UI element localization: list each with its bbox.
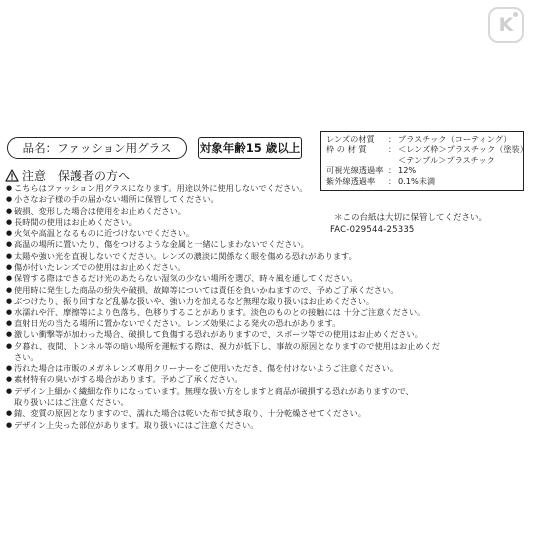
list-item: ● こちらはファッション用グラスになります。用途以外に使用しないでください。 — [6, 183, 526, 194]
caution-list-2 — [6, 318, 526, 431]
spec-label: レンズの材質 — [326, 134, 375, 144]
list-item: ● 小さなお子様の手の届かない場所に保管してください。 — [6, 194, 526, 205]
list-item: ● 長時間の使用はお止めください。 — [6, 217, 526, 228]
product-name-box — [7, 137, 187, 159]
spec-value: プラスチック（コーティング） — [398, 134, 512, 144]
list-item: ● 激しい衝撃等が加わった場合、破損して負傷する恐れがありますので、スポーツ等での使用はお止めください。 — [6, 329, 526, 340]
spec-label: 紫外線透過率 — [326, 175, 376, 186]
spec-colon: ： — [388, 144, 397, 155]
list-item: ● 錆、変質の原因となりますので、濡れた場合は乾いた布で拭き取り、十分乾燥させてください。 — [6, 408, 526, 419]
list-item: ● 水濡れや汗、摩擦等により色落ち、色移りすることがあります。淡色のものとの接触には 十分ご注意ください。 — [6, 307, 526, 318]
list-item: ● ぶつけたり、振り回すなど乱暴な扱いや、強い力を加えるなど無理な取り扱いはお止めください。 — [6, 296, 526, 307]
spec-label: 枠 の 材 質 — [326, 144, 367, 155]
spec-value: ＜テンプル＞プラスチック — [398, 154, 495, 165]
list-item: ● 素材特有の臭いがする場合があります。予めご了承ください。 — [6, 374, 526, 385]
list-item: ● 傷が付いたレンズでの使用はお止めください。 — [6, 262, 526, 273]
spec-label: 可視光線透過率 — [326, 165, 384, 176]
spec-value: 0.1%未満 — [398, 175, 436, 186]
badge-dot — [513, 12, 518, 17]
product-code: FAC-029544-25335 — [330, 225, 415, 235]
list-item: ● 保管する際はできるだけ光のあたらない湿気の少ない場所を選び、時々風を通してください。 — [6, 273, 526, 284]
spec-row-lens — [326, 134, 518, 144]
spec-row-visible — [326, 165, 518, 175]
spec-colon: ： — [388, 134, 397, 144]
list-item: ● 夕暮れ、夜間、トンネル等の暗い場所を運転する際は、視力が低下し、事故の原因となりますので使用はお止めくだ — [6, 341, 526, 352]
age-target-box — [198, 137, 302, 159]
spec-colon: ： — [388, 175, 397, 186]
spec-box — [320, 131, 528, 191]
storage-note: ＊この台紙は大切に保管してください。 — [334, 213, 488, 223]
age-target: 対象年齢15 歳以上 — [199, 141, 301, 155]
spec-value: ＜レンズ枠＞プラスチック（塗装） — [398, 144, 528, 155]
spec-row-frame — [326, 144, 528, 155]
caution-title: 注意 保護者の方へ — [22, 169, 131, 183]
caution-heading — [5, 167, 130, 184]
list-item: ● 汚れた場合は市販のメガネレンズ専用クリーナーをご使用いただき、傷を付けないようご注意ください。 — [6, 363, 526, 374]
brand-badge — [488, 7, 524, 43]
product-name: 品名：ファッション用グラス — [22, 141, 172, 155]
list-item: ● デザイン上細かく繊細な作りになっています。無理な扱い方をしますと商品が破損する恐れがありますので、 — [6, 386, 526, 397]
list-item: ● 直射日光の当たる場所に置かないでください。レンズ効果による発火の恐れがあります。 — [6, 318, 526, 329]
spec-colon: ： — [388, 165, 397, 176]
spec-row-frame-temple — [326, 155, 518, 165]
list-item: ● 使用時に発生した商品の紛失や破損、故障等については責任を負いかねますので、予めご了承ください。 — [6, 285, 526, 296]
list-item-continuation: 取り扱いにはご注意ください。 — [14, 397, 129, 408]
list-item-continuation: さい。 — [14, 351, 39, 362]
caution-list-1 — [6, 183, 526, 319]
list-item: ● デザイン上尖った部位があります。取り扱いにはご注意ください。 — [6, 420, 526, 431]
badge-letter: K — [498, 14, 514, 36]
list-item: ● 破損、変形した場合は使用をお止めください。 — [6, 206, 526, 217]
list-item: ● 太陽や強い光を直視しないでください。レンズの濃淡に関係なく眼を傷める恐れがあります。 — [6, 251, 526, 262]
warning-icon — [5, 169, 19, 182]
spec-value: 12% — [398, 165, 417, 176]
list-item: ● 高温の場所に置いたり、傷をつけるような金属と一緒にしまわないでください。 — [6, 239, 526, 250]
list-item: ● 火気や高温となるものに近づけないでください。 — [6, 228, 526, 239]
